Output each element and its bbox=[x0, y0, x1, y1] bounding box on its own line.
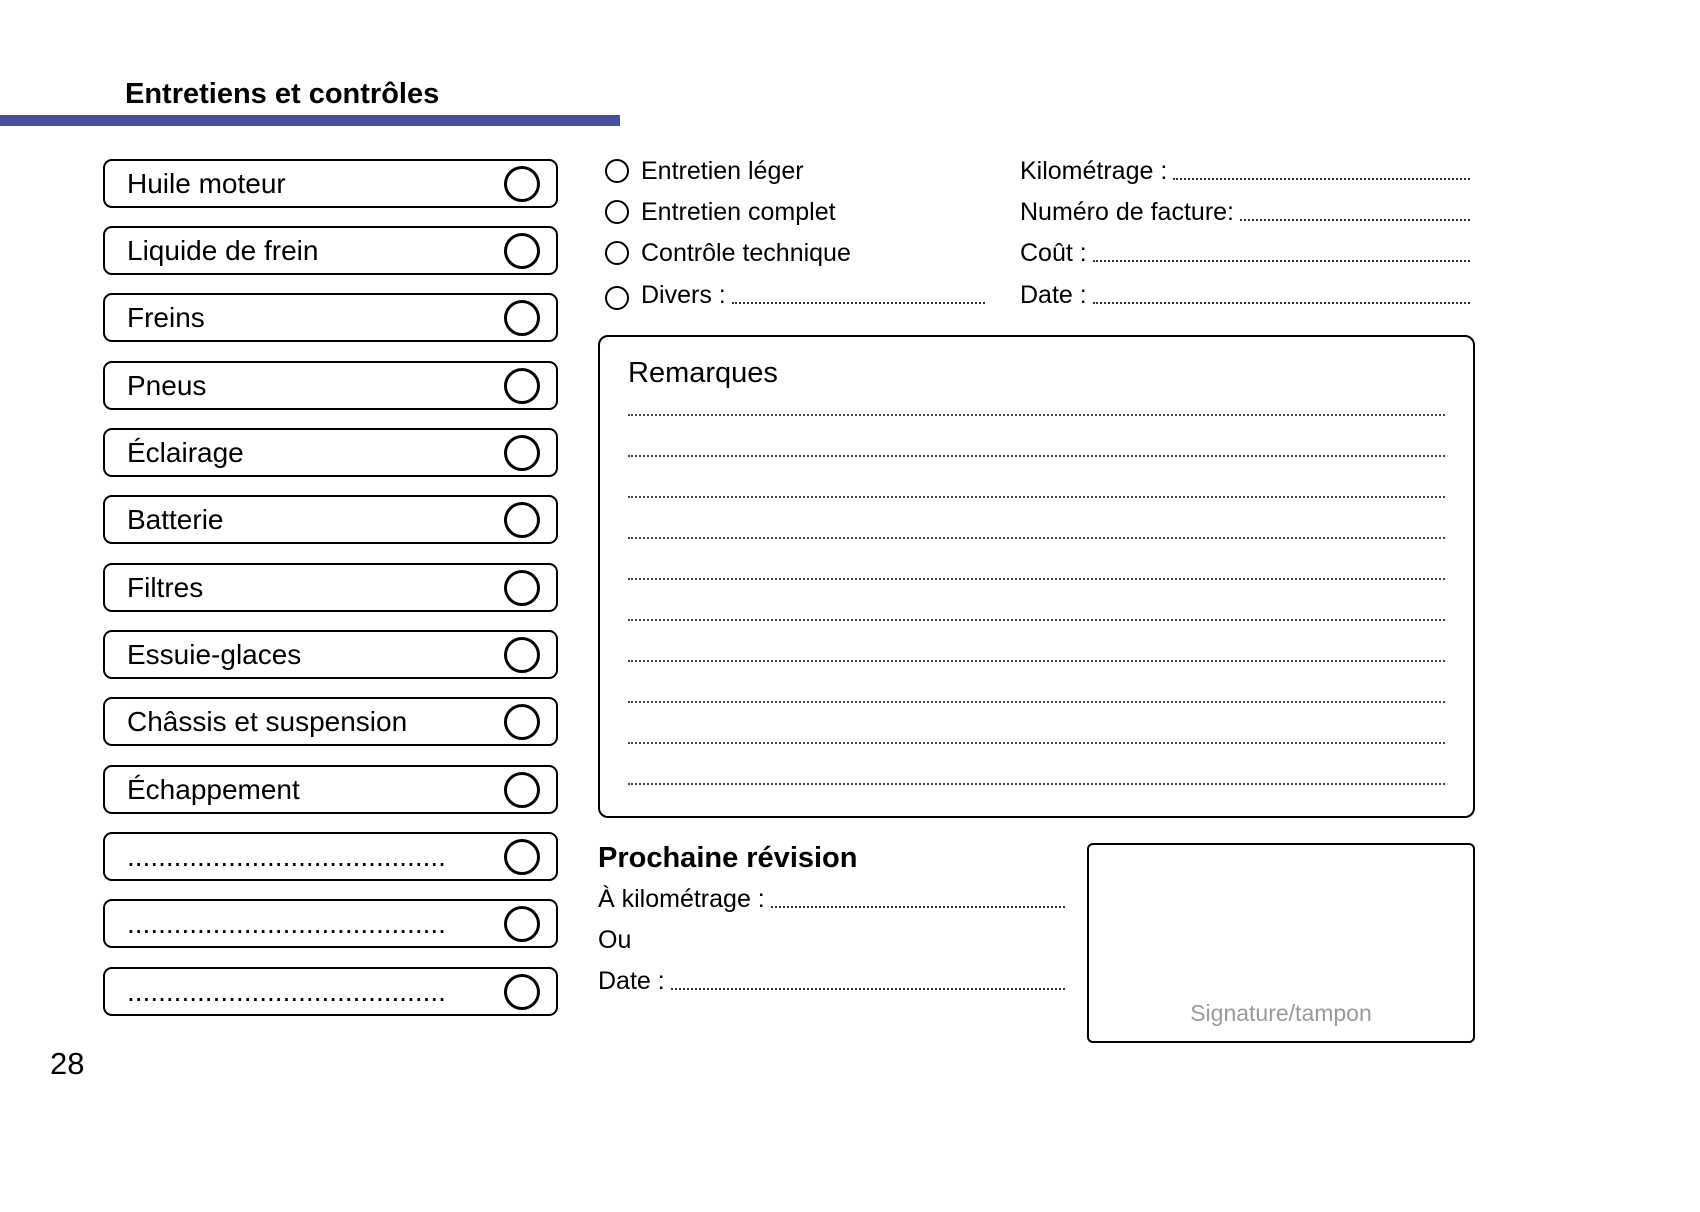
field-date bbox=[1020, 280, 1470, 310]
checklist-item-label: Batterie bbox=[127, 503, 224, 535]
page-number: 28 bbox=[50, 1046, 85, 1081]
check-circle[interactable] bbox=[504, 166, 540, 202]
option-label: Contrôle technique bbox=[641, 238, 851, 267]
radio-circle[interactable] bbox=[605, 200, 629, 224]
remarks-write-in-line[interactable] bbox=[628, 660, 1445, 662]
checklist-item-echappement bbox=[103, 765, 558, 814]
checklist-item-write-in[interactable]: ......................................... bbox=[127, 840, 446, 872]
field-kilometrage bbox=[1020, 156, 1470, 186]
option-divers bbox=[605, 280, 985, 310]
remarks-write-in-line[interactable] bbox=[628, 783, 1445, 785]
option-entretien-complet bbox=[605, 197, 836, 227]
check-circle[interactable] bbox=[504, 839, 540, 875]
check-circle[interactable] bbox=[504, 300, 540, 336]
remarks-write-in-line[interactable] bbox=[628, 701, 1445, 703]
or-label: Ou bbox=[598, 926, 632, 954]
radio-circle[interactable] bbox=[605, 286, 629, 310]
checklist-item-blank-3 bbox=[103, 967, 558, 1016]
next-km-write-in-line[interactable] bbox=[771, 906, 1065, 908]
cout-write-in-line[interactable] bbox=[1093, 260, 1470, 262]
field-label: Date : bbox=[1020, 281, 1087, 309]
remarks-write-in-line[interactable] bbox=[628, 619, 1445, 621]
remarks-box bbox=[598, 335, 1475, 818]
field-label: Date : bbox=[598, 967, 665, 995]
checklist-item-huile-moteur bbox=[103, 159, 558, 208]
check-circle[interactable] bbox=[504, 772, 540, 808]
option-label: Entretien complet bbox=[641, 197, 836, 226]
next-service-km-field bbox=[598, 884, 1065, 914]
checklist-item-eclairage bbox=[103, 428, 558, 477]
check-circle[interactable] bbox=[504, 435, 540, 471]
remarks-write-in-line[interactable] bbox=[628, 414, 1445, 416]
check-circle[interactable] bbox=[504, 704, 540, 740]
radio-circle[interactable] bbox=[605, 159, 629, 183]
remarks-write-in-line[interactable] bbox=[628, 578, 1445, 580]
remarks-write-in-line[interactable] bbox=[628, 742, 1445, 744]
option-label: Entretien léger bbox=[641, 156, 804, 185]
remarks-title: Remarques bbox=[628, 357, 778, 389]
field-label: Coût : bbox=[1020, 239, 1087, 267]
remarks-write-in-line[interactable] bbox=[628, 537, 1445, 539]
checklist-item-label: Essuie-glaces bbox=[127, 638, 302, 670]
check-circle[interactable] bbox=[504, 502, 540, 538]
divers-write-in-line[interactable] bbox=[732, 302, 985, 304]
checklist-item-essuie-glaces bbox=[103, 630, 558, 679]
facture-write-in-line[interactable] bbox=[1240, 219, 1470, 221]
checklist-item-pneus bbox=[103, 361, 558, 410]
checklist-item-label: Huile moteur bbox=[127, 167, 286, 199]
checklist-item-label: Éclairage bbox=[127, 436, 244, 468]
checklist-item-batterie bbox=[103, 495, 558, 544]
checklist-item-blank-1 bbox=[103, 832, 558, 881]
signature-label: Signature/tampon bbox=[1190, 1000, 1372, 1026]
check-circle[interactable] bbox=[504, 233, 540, 269]
option-entretien-leger bbox=[605, 156, 804, 186]
checklist-item-chassis-et-suspension bbox=[103, 697, 558, 746]
date-write-in-line[interactable] bbox=[1093, 302, 1470, 304]
field-label: Numéro de facture: bbox=[1020, 198, 1234, 226]
page-title: Entretiens et contrôles bbox=[125, 78, 440, 110]
next-service-date-field bbox=[598, 966, 1065, 996]
check-circle[interactable] bbox=[504, 637, 540, 673]
kilometrage-write-in-line[interactable] bbox=[1173, 178, 1470, 180]
accent-bar bbox=[0, 115, 620, 126]
checklist-item-label: Châssis et suspension bbox=[127, 705, 408, 737]
next-service-title: Prochaine révision bbox=[598, 842, 858, 874]
field-label: À kilométrage : bbox=[598, 885, 765, 913]
signature-box[interactable] bbox=[1087, 843, 1475, 1043]
checklist-item-freins bbox=[103, 293, 558, 342]
checklist-item-write-in[interactable]: ......................................... bbox=[127, 907, 446, 939]
checklist-item-label: Filtres bbox=[127, 571, 204, 603]
checklist-item-filtres bbox=[103, 563, 558, 612]
remarks-write-in-line[interactable] bbox=[628, 496, 1445, 498]
checklist-item-label: Freins bbox=[127, 301, 205, 333]
next-date-write-in-line[interactable] bbox=[671, 988, 1065, 990]
option-controle-technique bbox=[605, 238, 851, 268]
check-circle[interactable] bbox=[504, 570, 540, 606]
checklist-item-label: Échappement bbox=[127, 773, 300, 805]
checklist-item-liquide-de-frein bbox=[103, 226, 558, 275]
check-circle[interactable] bbox=[504, 368, 540, 404]
remarks-write-in-line[interactable] bbox=[628, 455, 1445, 457]
check-circle[interactable] bbox=[504, 974, 540, 1010]
radio-circle[interactable] bbox=[605, 241, 629, 265]
field-numero-de-facture bbox=[1020, 197, 1470, 227]
field-cout bbox=[1020, 238, 1470, 268]
next-service-or bbox=[598, 925, 1065, 955]
check-circle[interactable] bbox=[504, 906, 540, 942]
checklist-item-blank-2 bbox=[103, 899, 558, 948]
option-label: Divers : bbox=[641, 281, 726, 309]
checklist-item-write-in[interactable]: ......................................... bbox=[127, 975, 446, 1007]
field-label: Kilométrage : bbox=[1020, 157, 1168, 185]
checklist-item-label: Liquide de frein bbox=[127, 234, 319, 266]
checklist-item-label: Pneus bbox=[127, 369, 207, 401]
